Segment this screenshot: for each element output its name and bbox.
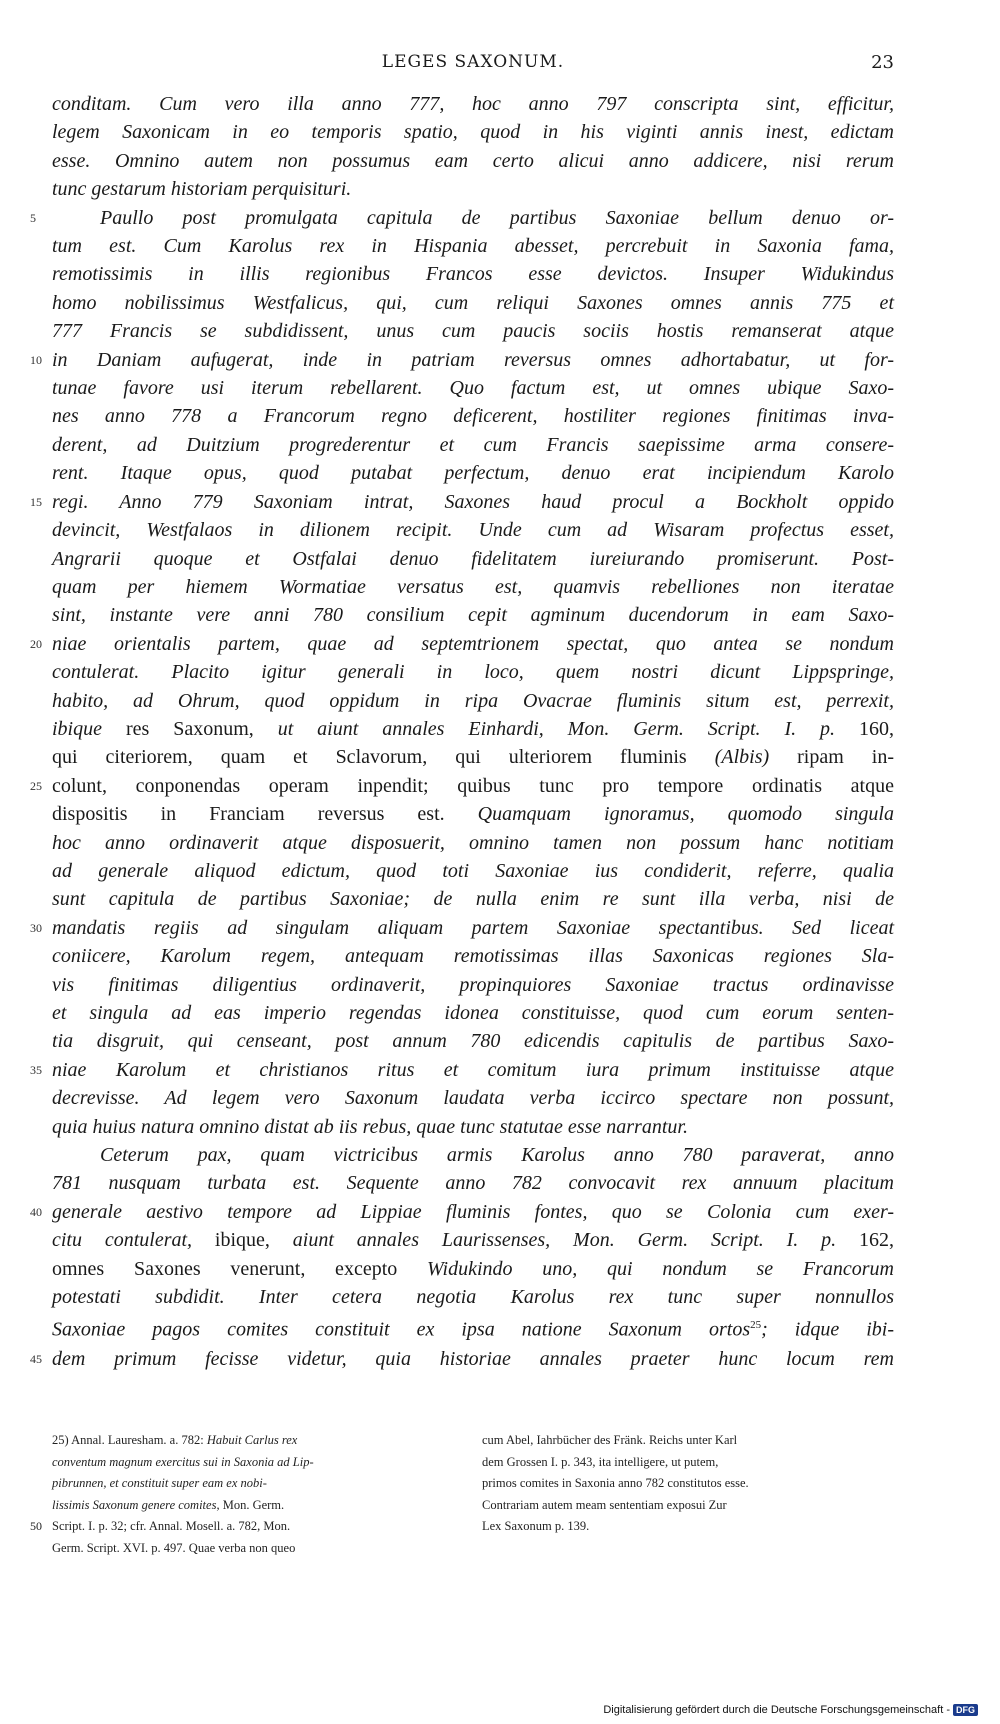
- text-segment: Angrarii quoque et Ostfalai denuo fidelitatem iureiurando promiserunt. Post-: [52, 547, 894, 570]
- text-segment: ripam in-: [769, 746, 895, 769]
- text-line: [30, 1198, 894, 1226]
- page-header: [52, 52, 894, 78]
- line-number: 20: [30, 636, 42, 651]
- text-line: [30, 204, 894, 232]
- text-line: [52, 90, 894, 118]
- text-line: [52, 516, 894, 544]
- text-segment: contulerat. Placito igitur generali in loco, quem nostri dicunt Lippspringe,: [52, 661, 894, 684]
- footnote-line: [30, 1516, 457, 1538]
- text-segment: quia huius natura omnino distat ab iis rebus, quae tunc statutae esse narrantur.: [52, 1115, 688, 1138]
- text-segment: qui citeriorem, quam et Sclavorum, qui ulteriorem fluminis: [52, 746, 715, 769]
- text-line: [52, 687, 894, 715]
- text-segment: pibrunnen, et constituit super eam ex nobi-: [52, 1476, 267, 1490]
- text-segment: omnes Saxones venerunt, excepto: [52, 1257, 427, 1280]
- text-line: [52, 573, 894, 601]
- footnote-line: [52, 1538, 457, 1560]
- footnote-column-left: [30, 1430, 457, 1559]
- text-line: [52, 1141, 894, 1169]
- text-segment: derent, ad Duitzium progrederentur et cum Francis saepissime arma consere-: [52, 433, 894, 456]
- text-segment: vis finitimas diligentius ordinaverit, propinquiores Saxoniae tractus ordinavisse: [52, 973, 894, 996]
- text-line: [30, 1345, 894, 1373]
- text-line: [52, 885, 894, 913]
- text-segment: generale aestivo tempore ad Lippiae fluminis fontes, quo se Colonia cum exer-: [52, 1200, 894, 1223]
- footnote-line: [482, 1430, 887, 1452]
- text-segment: 777 Francis se subdidissent, unus cum paucis sociis hostis remanserat atque: [52, 320, 894, 343]
- text-segment: mandatis regiis ad singulam aliquam partem Saxoniae spectantibus. Sed liceat: [52, 916, 894, 939]
- text-segment: Germ. Script. XVI. p. 497. Quae verba non queo: [52, 1540, 296, 1555]
- text-segment: Contrariam autem meam sententiam exposui Zur: [482, 1497, 727, 1512]
- text-segment: conditam. Cum vero illa anno 777, hoc anno 797 conscripta sint, efficitur,: [52, 93, 894, 115]
- text-line: [30, 488, 894, 516]
- text-segment: quam per hiemem Wormatiae versatus est, quamvis rebelliones non iteratae: [52, 575, 894, 598]
- line-number: 10: [30, 352, 42, 367]
- text-line: [30, 346, 894, 374]
- text-segment: decrevisse. Ad legem vero Saxonum laudata verba iccirco spectare non possunt,: [52, 1087, 894, 1110]
- text-segment: ut aiunt annales Einhardi, Mon. Germ. Script. I. p.: [277, 717, 859, 740]
- text-segment: 162,: [859, 1229, 894, 1252]
- text-line: [30, 630, 894, 658]
- text-line: [52, 715, 894, 743]
- text-line: [52, 1226, 894, 1254]
- text-line: [52, 1113, 894, 1141]
- dfg-logo-icon: DFG: [953, 1704, 978, 1716]
- text-line: [52, 1027, 894, 1055]
- text-segment: tum est. Cum Karolus rex in Hispania abesset, percrebuit in Saxonia fama,: [52, 235, 894, 258]
- text-line: [52, 1283, 894, 1311]
- text-segment: 25) Annal. Lauresham. a. 782:: [52, 1433, 207, 1447]
- text-segment: dem Grossen I. p. 343, ita intelligere, ut putem,: [482, 1454, 719, 1469]
- text-segment: 160,: [859, 717, 894, 740]
- text-line: [52, 1311, 894, 1344]
- text-segment: esse. Omnino autem non possumus eam certo alicui anno addicere, nisi rerum: [52, 149, 894, 172]
- text-line: [52, 601, 894, 629]
- text-segment: ; idque ibi-: [761, 1319, 894, 1342]
- footnote-line: [52, 1430, 457, 1452]
- text-segment: habito, ad Ohrum, quod oppidum in ripa Ovacrae fluminis situm est, perrexit,: [52, 689, 894, 712]
- text-segment: nes anno 778 a Francorum regno deficerent, hostiliter regiones finitimas inva-: [52, 405, 894, 428]
- text-segment: Quamquam ignoramus, quomodo singula: [477, 803, 894, 826]
- text-segment: Saxoniae pagos comites constituit ex ipsa natione Saxonum ortos: [52, 1319, 751, 1342]
- line-number: 30: [30, 920, 42, 935]
- footnote-line: [52, 1473, 457, 1495]
- text-line: [52, 431, 894, 459]
- page-number: 23: [871, 52, 894, 73]
- line-number: 35: [30, 1062, 42, 1077]
- text-line: [52, 857, 894, 885]
- text-segment: cum Abel, Iahrbücher des Fränk. Reichs unter Karl: [482, 1433, 738, 1447]
- text-segment: aiunt annales Laurissenses, Mon. Germ. Script. I. p.: [292, 1229, 859, 1252]
- text-segment: Widukindo uno, qui nondum se Francorum: [427, 1257, 894, 1280]
- text-line: [52, 459, 894, 487]
- running-title: LEGES SAXONUM.: [381, 52, 565, 72]
- text-segment: legem Saxonicam in eo temporis spatio, quod in his viginti annis inest, edictam: [52, 121, 894, 144]
- text-line: [52, 317, 894, 345]
- text-line: [52, 147, 894, 175]
- footnote-marker: 25: [750, 1319, 762, 1332]
- text-segment: rent. Itaque opus, quod putabat perfectum, denuo erat incipiendum Karolo: [52, 462, 894, 485]
- line-number: 50: [30, 1519, 42, 1533]
- text-line: [52, 118, 894, 146]
- text-segment: niae orientalis partem, quae ad septemtrionem spectat, quo antea se nondum: [52, 632, 894, 655]
- text-line: [52, 1084, 894, 1112]
- text-line: [52, 545, 894, 573]
- text-segment: res Saxonum,: [125, 717, 278, 740]
- main-text-block: [30, 90, 895, 1373]
- text-line: [30, 1056, 894, 1084]
- text-line: [52, 232, 894, 260]
- footnote-line: [482, 1516, 887, 1538]
- footnote-line: [482, 1495, 887, 1517]
- text-segment: ad generale aliquod edictum, quod toti Saxoniae ius condiderit, referre, qualia: [52, 859, 894, 882]
- text-line: [52, 260, 894, 288]
- line-number: 25: [30, 778, 42, 793]
- text-line: [30, 914, 894, 942]
- line-number: 45: [30, 1351, 42, 1366]
- text-line: [52, 289, 894, 317]
- text-line: [52, 942, 894, 970]
- text-segment: potestati subdidit. Inter cetera negotia Karolus rex tunc super nonnullos: [52, 1286, 894, 1309]
- text-segment: et singula ad eas imperio regendas idonea constituisse, quod cum eorum senten-: [52, 1002, 894, 1024]
- digitization-credit: [603, 1704, 978, 1716]
- text-segment: Ceterum pax, quam victricibus armis Karolus anno 780 paraverat, anno: [100, 1144, 894, 1167]
- text-segment: tia disgruit, qui censeant, post annum 780 edicendis capitulis de partibus Saxo-: [52, 1030, 894, 1053]
- text-segment: dem primum fecisse videtur, quia historiae annales praeter hunc locum rem: [52, 1347, 894, 1370]
- text-line: [52, 971, 894, 999]
- text-line: [52, 1255, 894, 1283]
- text-segment: citu contulerat,: [52, 1229, 215, 1252]
- footnote-line: [52, 1452, 457, 1474]
- text-segment: primos comites in Saxonia anno 782 constitutos esse.: [482, 1476, 749, 1490]
- text-segment: devincit, Westfalaos in dilionem recipit. Unde cum ad Wisaram profectus esset,: [52, 519, 894, 542]
- text-segment: niae Karolum et christianos ritus et comitum iura primum instituisse atque: [52, 1058, 894, 1081]
- text-line: [52, 374, 894, 402]
- text-segment: lissimis Saxonum genere comites,: [52, 1497, 220, 1512]
- text-segment: Script. I. p. 32; cfr. Annal. Mosell. a. 782, Mon.: [52, 1519, 291, 1533]
- text-segment: tunc gestarum historiam perquisituri.: [52, 178, 352, 201]
- text-segment: Paullo post promulgata capitula de partibus Saxoniae bellum denuo or-: [100, 206, 894, 229]
- text-segment: tunae favore usi iterum rebellarent. Quo factum est, ut omnes ubique Saxo-: [52, 377, 894, 400]
- text-line: [52, 175, 894, 203]
- footnote-line: [52, 1495, 457, 1517]
- text-segment: in Daniam aufugerat, inde in patriam reversus omnes adhortabatur, ut for-: [52, 348, 894, 371]
- line-number: 40: [30, 1204, 42, 1219]
- text-segment: dispositis in Franciam reversus est.: [52, 803, 478, 826]
- text-segment: Lex Saxonum p. 139.: [482, 1519, 590, 1533]
- text-segment: homo nobilissimus Westfalicus, qui, cum reliqui Saxones omnes annis 775 et: [52, 291, 894, 314]
- text-segment: coniicere, Karolum regem, antequam remotissimas illas Saxonicas regiones Sla-: [52, 945, 894, 968]
- text-segment: 781 nusquam turbata est. Sequente anno 782 convocavit rex annuum placitum: [52, 1172, 894, 1195]
- text-segment: ibique,: [214, 1229, 293, 1252]
- text-segment: hoc anno ordinaverit atque disposuerit, omnino tamen non possum hanc notitiam: [52, 831, 894, 854]
- text-line: [30, 772, 894, 800]
- footnote-line: [482, 1452, 887, 1474]
- footnote-column-right: [482, 1430, 887, 1538]
- text-segment: (Albis): [714, 746, 770, 769]
- text-segment: sint, instante vere anni 780 consilium cepit agminum ducendorum in eam Saxo-: [52, 604, 894, 627]
- line-number: 5: [30, 210, 36, 225]
- text-line: [52, 658, 894, 686]
- credit-text: Digitalisierung gefördert durch die Deutsche Forschungsgemeinschaft -: [603, 1704, 950, 1716]
- text-segment: conventum magnum exercitus sui in Saxonia ad Lip-: [52, 1454, 314, 1469]
- text-segment: Mon. Germ.: [219, 1497, 285, 1512]
- text-segment: remotissimis in illis regionibus Francos esse devictos. Insuper Widukindus: [52, 263, 894, 286]
- text-line: [52, 999, 894, 1027]
- text-segment: colunt, conponendas operam inpendit; quibus tunc pro tempore ordinatis atque: [52, 774, 894, 797]
- footnote-line: [482, 1473, 887, 1495]
- text-line: [52, 800, 894, 828]
- text-segment: Habuit Carlus rex: [206, 1433, 298, 1447]
- text-line: [52, 829, 894, 857]
- text-line: [52, 743, 894, 771]
- text-line: [52, 1169, 894, 1197]
- line-number: 15: [30, 494, 42, 509]
- text-segment: regi. Anno 779 Saxoniam intrat, Saxones haud procul a Bockholt oppido: [52, 490, 894, 513]
- text-line: [52, 402, 894, 430]
- text-segment: sunt capitula de partibus Saxoniae; de nulla enim re sunt illa verba, nisi de: [52, 888, 894, 911]
- text-segment: ibique: [52, 717, 126, 740]
